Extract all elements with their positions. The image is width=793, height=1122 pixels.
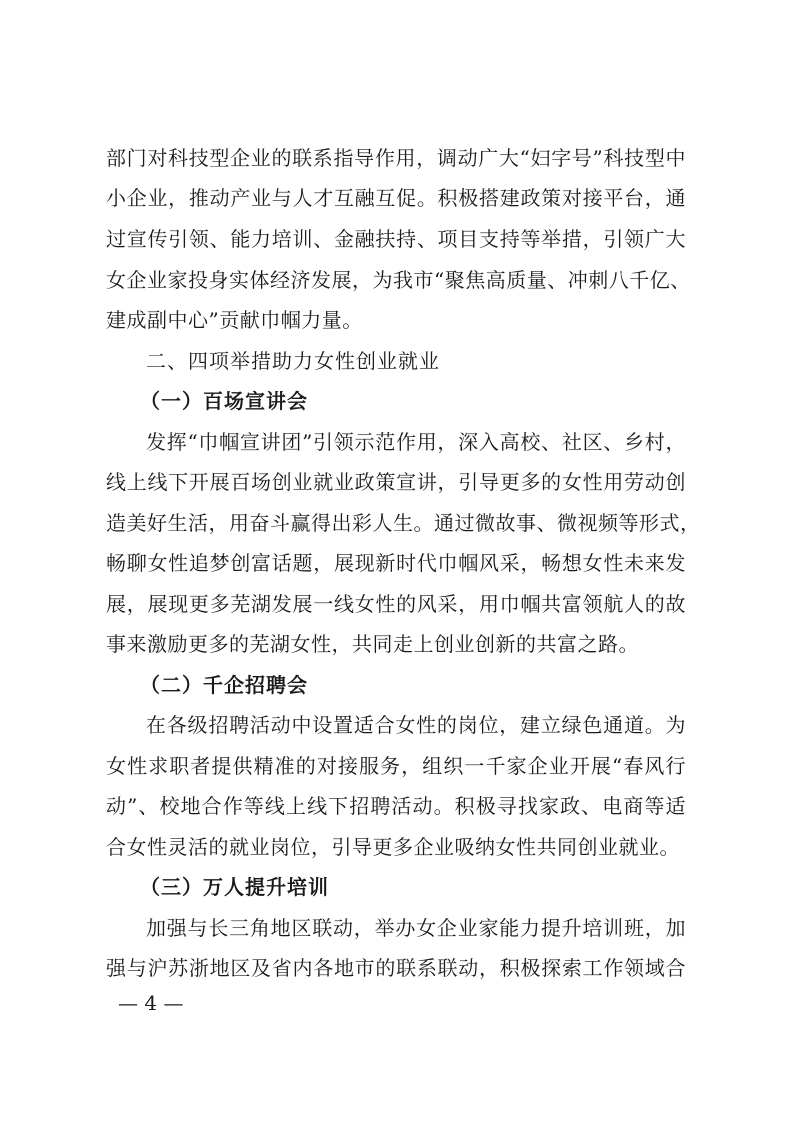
paragraph-line: 发挥“巾帼宣讲团”引领示范作用，深入高校、社区、乡村， (146, 430, 686, 454)
paragraph-line: 线上线下开展百场创业就业政策宣讲，引导更多的女性用劳动创 (106, 470, 686, 494)
paragraph-line: 合女性灵活的就业岗位，引导更多企业吸纳女性共同创业就业。 (106, 835, 680, 859)
paragraph-line: 加强与长三角地区联动，举办女企业家能力提升培训班，加 (146, 916, 686, 940)
paragraph-line: 动”、校地合作等线上线下招聘活动。积极寻找家政、电商等适 (106, 794, 686, 818)
paragraph-line: 事来激励更多的芜湖女性，共同走上创业创新的共富之路。 (106, 632, 639, 656)
paragraph-line: 女企业家投身实体经济发展，为我市“聚焦高质量、冲刺八千亿、 (106, 268, 691, 292)
paragraph-line: 建成副中心”贡献巾帼力量。 (106, 308, 363, 332)
paragraph-line: 展，展现更多芜湖发展一线女性的风采，用巾帼共富领航人的故 (106, 592, 686, 616)
section-heading: 二、四项举措助力女性创业就业 (146, 349, 440, 373)
paragraph-line: 在各级招聘活动中设置适合女性的岗位，建立绿色通道。为 (146, 713, 686, 737)
paragraph-line: 小企业，推动产业与人才互融互促。积极搭建政策对接平台，通 (106, 186, 686, 210)
paragraph-line: 畅聊女性追梦创富话题，展现新时代巾帼风采，畅想女性未来发 (106, 551, 686, 575)
subsection-heading: （三）万人提升培训 (140, 875, 329, 899)
paragraph-line: 过宣传引领、能力培训、金融扶持、项目支持等举措，引领广大 (106, 227, 686, 251)
paragraph-line: 强与沪苏浙地区及省内各地市的联系联动，积极探索工作领域合 (106, 956, 686, 980)
paragraph-line: 女性求职者提供精准的对接服务，组织一千家企业开展“春风行 (106, 754, 686, 778)
subsection-heading: （二）千企招聘会 (140, 673, 308, 697)
paragraph-line: 造美好生活，用奋斗赢得出彩人生。通过微故事、微视频等形式， (106, 511, 701, 535)
page-number: — 4 — (118, 991, 184, 1015)
subsection-heading: （一）百场宣讲会 (140, 389, 308, 413)
paragraph-line: 部门对科技型企业的联系指导作用，调动广大“妇字号”科技型中 (106, 146, 686, 170)
